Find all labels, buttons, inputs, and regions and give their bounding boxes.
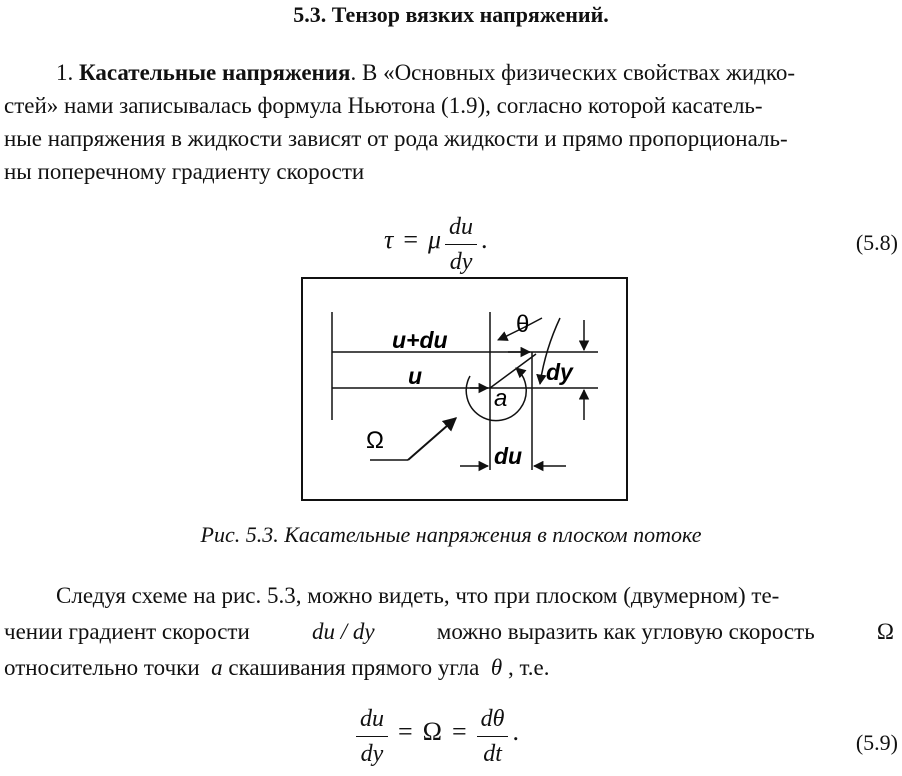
eq59-numerator-2: dθ (477, 704, 509, 737)
eq59-denominator-1: dy (360, 741, 384, 767)
paragraph-2-line-3-end: , т.е. (507, 655, 550, 680)
paragraph-2-line-3-start: относительно точки (4, 655, 200, 680)
eq59-equals-1: = (398, 717, 413, 747)
term-tangential-stress: Касательные напряжения (79, 60, 351, 85)
sheared-edge-line (490, 354, 536, 388)
eq58-coef: μ (427, 225, 442, 255)
omega-leader-arrow (408, 418, 456, 460)
eq59-tail: . (512, 717, 519, 747)
item-number: 1. (56, 60, 74, 85)
paragraph-1-line-4: ны поперечному градиенту скорости (4, 159, 365, 184)
eq58-equals: = (403, 225, 418, 255)
equation-5-9 (356, 704, 519, 769)
eq59-equals-2: = (452, 717, 467, 747)
inline-omega: Ω (876, 619, 894, 644)
paragraph-1-line-3: ные напряжения в жидкости зависят от рода жидкости и прямо пропорциональ- (4, 126, 788, 151)
eq58-denominator: dy (449, 249, 473, 275)
label-a: a (494, 385, 508, 412)
equation-5-9-number: (5.9) (855, 730, 898, 755)
eq59-fraction-2 (477, 704, 509, 769)
paragraph-2 (4, 578, 898, 686)
label-omega: Ω (366, 427, 384, 454)
paragraph-2-line-1: Следуя схеме на рис. 5.3, можно видеть, что при плоском (двумерном) те- (56, 583, 780, 608)
paragraph-2-line-2-middle: можно выразить как угловую скорость (436, 619, 815, 644)
label-u: u (408, 363, 423, 389)
paragraph-1-line-2: стей» нами записывалась формула Ньютона (1.9), согласно которой касатель- (4, 93, 763, 118)
inline-gradient: du / dy (311, 619, 375, 644)
eq59-omega: Ω (422, 717, 442, 747)
label-du: du (494, 443, 523, 469)
eq58-lhs: τ (384, 225, 394, 255)
inline-theta: θ (490, 655, 503, 680)
section-heading: 5.3. Тензор вязких напряжений. (293, 2, 609, 27)
eq59-fraction-1 (356, 704, 388, 769)
paragraph-2-line-2 (4, 614, 898, 650)
eq59-numerator-1: du (356, 704, 388, 737)
figure-caption: Рис. 5.3. Касательные напряжения в плоском потоке (200, 522, 702, 547)
label-theta: θ (516, 311, 530, 338)
paragraph-2-line-3-middle: скашивания прямого угла (228, 655, 480, 680)
eq58-numerator: du (445, 212, 477, 245)
paragraph-2-line-3 (4, 650, 898, 686)
inline-point-a: a (211, 655, 223, 680)
label-u-du: u+du (392, 327, 448, 353)
equation-5-8-number: (5.8) (855, 230, 898, 255)
eq59-denominator-2: dt (483, 741, 502, 767)
label-dy: dy (546, 359, 573, 385)
paragraph-1-line-1-rest: . В «Основных физических свойствах жидко- (350, 60, 796, 85)
eq58-tail: . (481, 225, 488, 255)
paragraph-2-line-2-start: чении градиент скорости (4, 619, 250, 644)
